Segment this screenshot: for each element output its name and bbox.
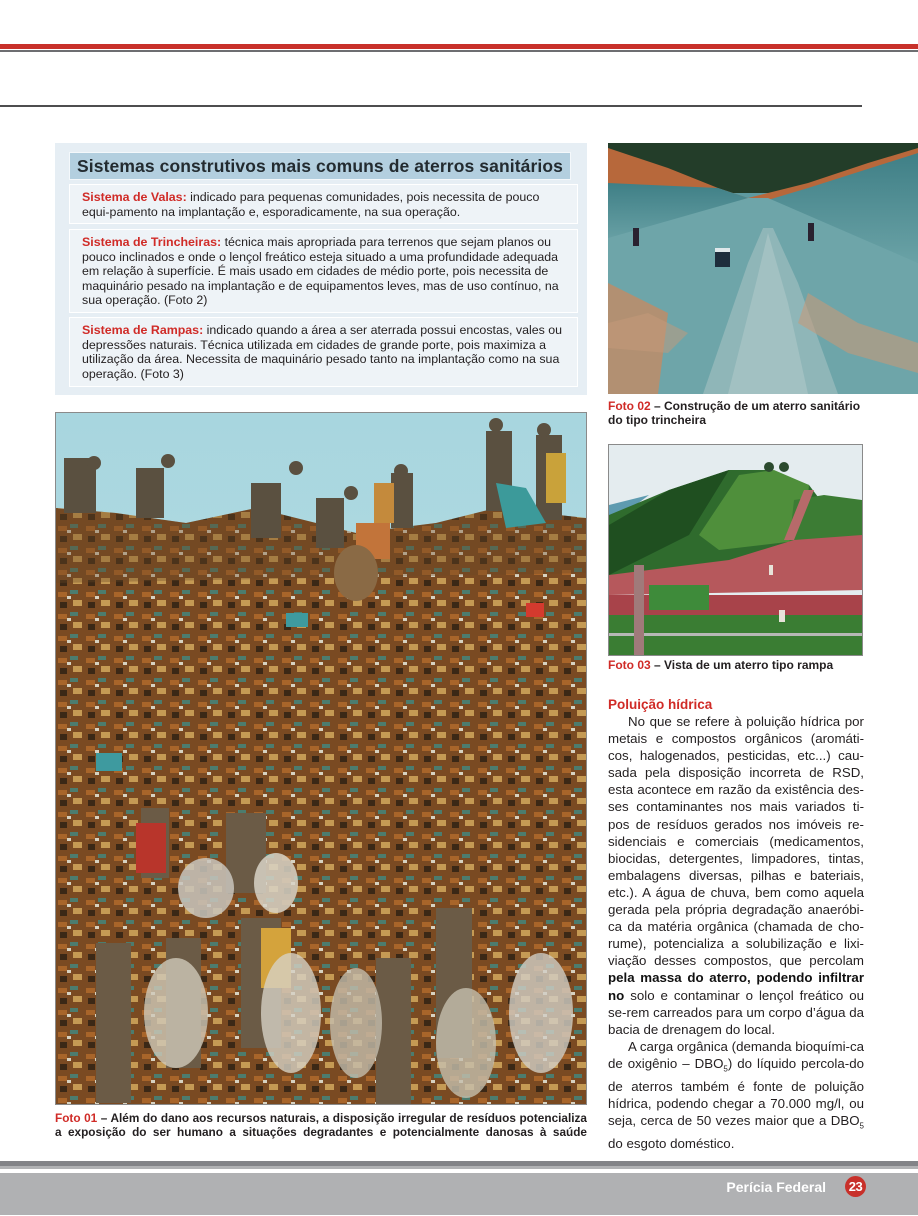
- photo-ramp-landfill: [608, 444, 863, 656]
- header-red-rule: [0, 44, 918, 49]
- article-paragraph: [608, 713, 864, 1038]
- paragraph-text: solo e contaminar o lençol freático ou se-rem carreados para um corpo d’água da bacia de drenagem do local.: [608, 987, 864, 1037]
- photo-ref: Foto 02: [608, 399, 651, 413]
- system-description: técnica mais apropriada para terrenos que sejam planos ou pouco inclinados e onde o lençol freático esteja situado a uma profundidade adequada em relação à superfície. É mais usado em cidades de médio porte, pois necessita de maquinário pesado na implantação e de equipamentos leves, mas de uso contínuo, na sua operação. (Foto 2): [82, 235, 559, 307]
- paragraph-text: No que se refere à poluição hídrica por metais e compostos orgânicos (aromáti-cos, halogenados, pesticidas, etc...) cau-sada pela disposição incorreta de RSD, esta acontece em razão da existência des-ses contaminantes nos mais variados ti-pos de resíduos gerados nos imóveis re-sidenciais e comerciais (medicamentos, biocidas, detergentes, limpadores, tintas, embalagens diversas, pilhas e bateriais, etc.). A água de chuva, bem como aquela gerada pela própria degradação anaeróbi-ca da matéria orgânica (chamada de cho-rume), potencializa a solubilização e lixi-viação desses compostos, que percolam: [608, 714, 864, 969]
- caption-text: – Construção de um aterro sanitário do tipo trincheira: [608, 399, 861, 427]
- header-gray-rule: [0, 50, 918, 52]
- paragraph-text: ) do líquido percola-do de aterros também é fonte de poluição hídrica, podendo chegar a 70.000 mg/l, ou seja, cerca de 50 vezes maior que a DBO: [608, 1055, 864, 1128]
- footer-light-rule: [0, 1166, 918, 1169]
- sidebar-box: [55, 143, 587, 395]
- section-heading: Poluição hídrica: [608, 697, 713, 712]
- sidebar-title: Sistemas construtivos mais comuns de aterros sanitários: [69, 152, 571, 180]
- paragraph-text: do esgoto doméstico.: [608, 1135, 735, 1151]
- photo-caption-03: [608, 658, 898, 672]
- paragraph-text-bold: pela massa do aterro, podendo infiltrar no: [608, 970, 864, 1003]
- photo-caption-02: [608, 399, 878, 427]
- article-paragraph: [608, 1038, 864, 1152]
- system-description: indicado quando a área a ser aterrada possui encostas, vales ou depressões naturais. Técnica utilizada em cidades de grande porte, pois maximiza a utilização da área. Necessita de maquinário pesado tanto na implantação como na sua operação. (Foto 3): [82, 323, 563, 381]
- system-item-rampas: [69, 317, 578, 387]
- publication-name: Perícia Federal: [726, 1179, 826, 1195]
- system-term: Sistema de Valas:: [82, 190, 187, 204]
- photo-ref: Foto 01: [55, 1111, 98, 1125]
- caption-text: – Vista de um aterro tipo rampa: [650, 658, 834, 672]
- system-term: Sistema de Rampas:: [82, 323, 204, 337]
- photo-trench-landfill: [608, 143, 918, 394]
- system-item-valas: [69, 184, 578, 224]
- system-description: indicado para pequenas comunidades, pois necessita de pouco equi-pamento na implantação e, esporadicamente, na sua operação.: [82, 190, 540, 219]
- photo-caption-01: [55, 1111, 587, 1139]
- subscript: 5: [859, 1121, 864, 1131]
- page-number-badge: 23: [845, 1176, 866, 1197]
- header-divider: [0, 105, 862, 107]
- article-body: [608, 713, 864, 1152]
- subscript: 5: [723, 1064, 728, 1074]
- paragraph-text: A carga orgânica (demanda bioquími-ca de oxigênio – DBO: [608, 1038, 864, 1071]
- caption-text: – Além do dano aos recursos naturais, a disposição irregular de resíduos potencializa a exposição do ser humano a situações degradantes e potencialmente danosas à saúde: [55, 1111, 587, 1139]
- photo-open-dump: [55, 412, 587, 1105]
- system-item-trincheiras: [69, 229, 578, 313]
- system-term: Sistema de Trincheiras:: [82, 235, 222, 249]
- photo-ref: Foto 03: [608, 658, 651, 672]
